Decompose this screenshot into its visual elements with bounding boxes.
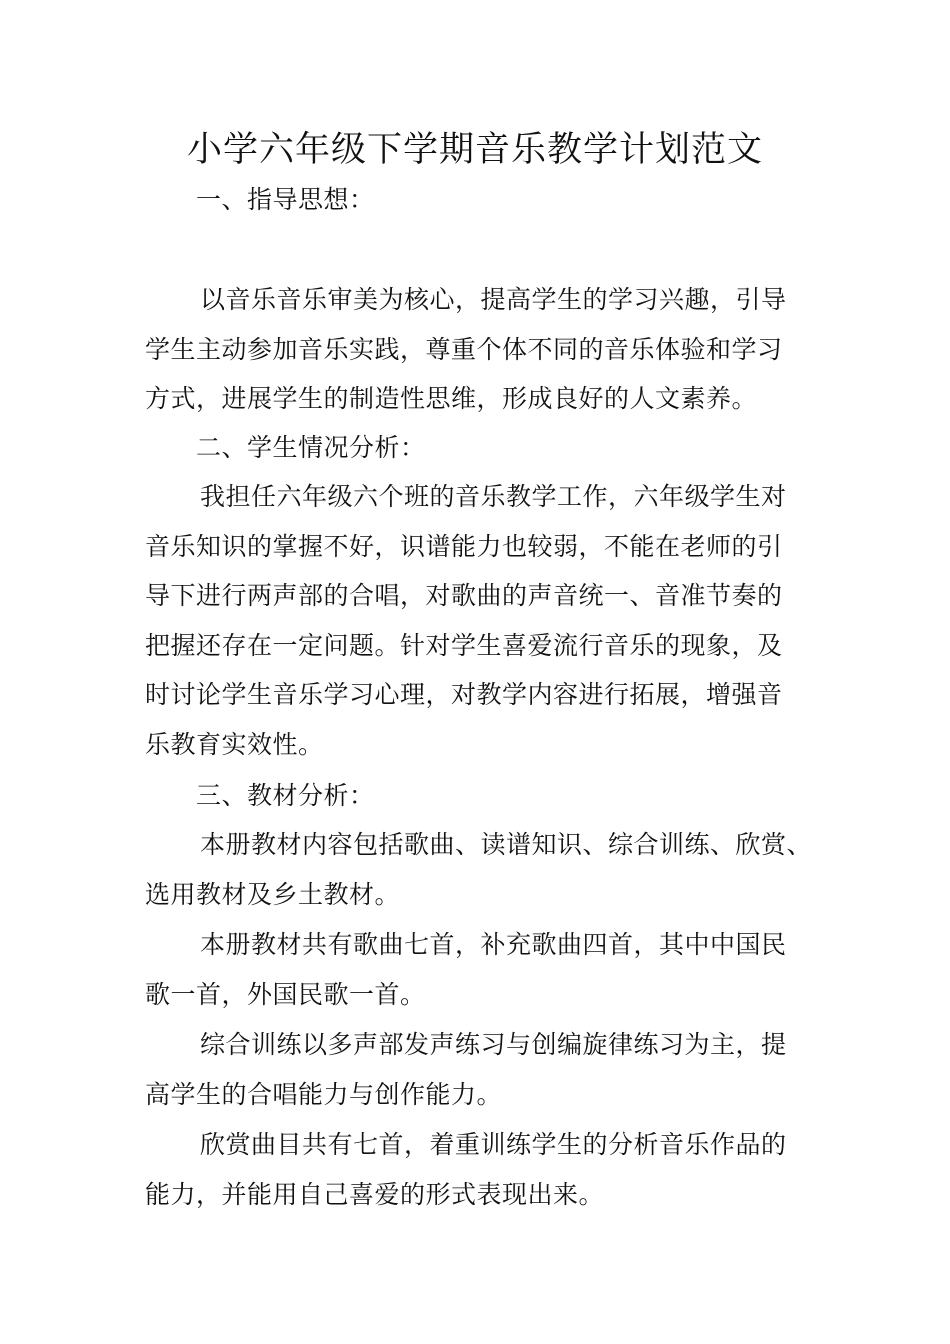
paragraph-line: 导下进行两声部的合唱，对歌曲的声音统一、音准节奏的 — [145, 581, 783, 610]
section-heading-guiding-ideology: 一、指导思想： — [196, 185, 375, 214]
paragraph-line: 能力，并能用自己喜爱的形式表现出来。 — [145, 1180, 605, 1209]
paragraph-line: 选用教材及乡土教材。 — [145, 880, 401, 909]
paragraph-line: 音乐知识的掌握不好，识谱能力也较弱，不能在老师的引 — [145, 532, 783, 561]
paragraph-line: 学生主动参加音乐实践，尊重个体不同的音乐体验和学习 — [145, 335, 783, 364]
paragraph-line: 方式，进展学生的制造性思维，形成良好的人文素养。 — [145, 384, 758, 413]
section-heading-student-analysis: 二、学生情况分析： — [196, 433, 426, 462]
paragraph-line: 高学生的合唱能力与创作能力。 — [145, 1080, 503, 1109]
document-title: 小学六年级下学期音乐教学计划范文 — [186, 130, 763, 170]
section-heading-textbook-analysis: 三、教材分析： — [196, 781, 375, 810]
paragraph-line: 综合训练以多声部发声练习与创编旋律练习为主，提 — [200, 1030, 787, 1059]
paragraph-line: 乐教育实效性。 — [145, 730, 324, 759]
paragraph-line: 时讨论学生音乐学习心理，对教学内容进行拓展，增强音 — [145, 680, 783, 709]
paragraph-line: 歌一首，外国民歌一首。 — [145, 980, 426, 1009]
paragraph-line: 本册教材共有歌曲七首，补充歌曲四首，其中中国民 — [200, 930, 787, 959]
paragraph-line: 以音乐音乐审美为核心，提高学生的学习兴趣，引导 — [200, 285, 787, 314]
paragraph-line: 欣赏曲目共有七首，着重训练学生的分析音乐作品的 — [200, 1130, 787, 1159]
paragraph-line: 我担任六年级六个班的音乐教学工作，六年级学生对 — [200, 482, 787, 511]
paragraph-line: 把握还存在一定问题。针对学生喜爱流行音乐的现象，及 — [145, 631, 783, 660]
paragraph-line: 本册教材内容包括歌曲、读谱知识、综合训练、欣赏、 — [200, 830, 813, 859]
